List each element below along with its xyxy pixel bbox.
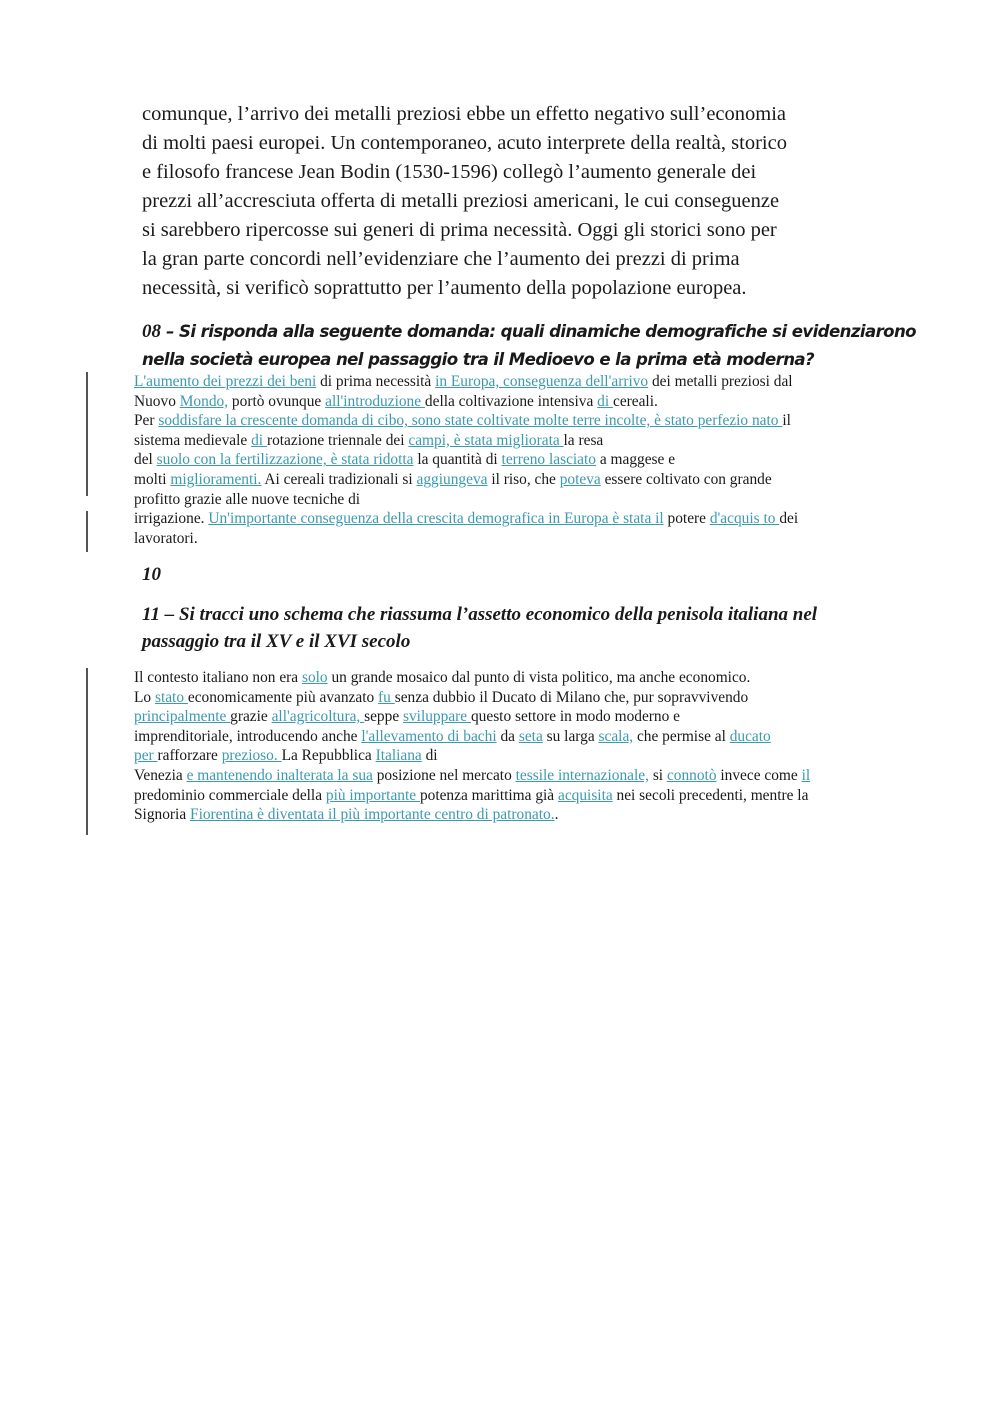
- tracked-change-link[interactable]: principalmente: [134, 708, 231, 726]
- tracked-change-link[interactable]: all'agricoltura,: [271, 708, 365, 726]
- question-number: 11: [142, 604, 160, 625]
- answer-text: economicamente più avanzato: [187, 688, 379, 706]
- answer-text: .: [554, 806, 559, 824]
- answer-text: imprenditoriale, introducendo anche: [134, 727, 362, 745]
- answer-text: grazie: [230, 708, 272, 726]
- intro-line: prezzi all’accresciuta offerta di metalli preziosi americani, le cui conseguenze: [142, 190, 780, 212]
- answer-text: si: [648, 766, 667, 784]
- tracked-change-link[interactable]: Un'importante conseguenza della crescita demografica in Europa è stata il: [208, 510, 664, 528]
- answer-line: [134, 431, 894, 451]
- answer-line: [134, 450, 894, 470]
- answer-text: senza dubbio il Ducato di Milano che, pur sopravvivendo: [394, 688, 749, 706]
- tracked-change-link[interactable]: il: [801, 766, 811, 784]
- answer-text: sistema medievale: [134, 431, 252, 449]
- answer-text: del: [134, 451, 157, 469]
- question-text-line: passaggio tra il XV e il XVI secolo: [142, 631, 411, 652]
- tracked-change-link[interactable]: all'introduzione: [325, 392, 425, 410]
- answer-text: Il contesto italiano non era: [134, 669, 302, 686]
- answer-text: rotazione triennale dei: [266, 431, 409, 449]
- tracked-change-link[interactable]: d'acquis to: [709, 510, 780, 528]
- intro-line: la gran parte concordi nell’evidenziare che l’aumento dei prezzi di prima: [142, 248, 740, 270]
- answer-line: [134, 529, 894, 549]
- answer-text: cereali.: [612, 392, 658, 410]
- answer-text: questo settore in modo moderno e: [470, 708, 680, 726]
- answer-text: potere: [663, 510, 710, 528]
- tracked-change-link[interactable]: di: [251, 431, 267, 449]
- tracked-change-link[interactable]: terreno lasciato: [501, 451, 596, 469]
- intro-paragraph: [142, 100, 842, 303]
- answer-line: [134, 372, 894, 392]
- answer-line: [134, 727, 894, 747]
- answer-line: [134, 668, 894, 688]
- answer-08: [134, 372, 894, 548]
- answer-text: di prima necessità: [316, 373, 436, 390]
- answer-text: lavoratori.: [134, 529, 198, 547]
- tracked-change-link[interactable]: stato: [154, 688, 188, 706]
- answer-text: da: [496, 727, 519, 745]
- tracked-change-link[interactable]: miglioramenti.: [170, 470, 262, 488]
- answer-text: Lo: [134, 688, 155, 706]
- answer-line: [134, 707, 894, 727]
- answer-text: molti: [134, 470, 171, 488]
- intro-line: necessità, si verificò soprattutto per l’aumento della popolazione europea.: [142, 277, 747, 299]
- answer-line: [134, 509, 894, 529]
- question-11: [142, 601, 882, 655]
- intro-line: si sarebbero ripercosse sui generi di prima necessità. Oggi gli storici sono per: [142, 219, 777, 241]
- answer-text: che permise al: [633, 727, 730, 745]
- tracked-change-link[interactable]: soddisfare la crescente domanda di cibo, sono state coltivate molte terre incolte, è stato perfezio nato: [158, 412, 783, 430]
- tracked-change-link[interactable]: di: [597, 392, 613, 410]
- answer-text: Ai cereali tradizionali si: [261, 470, 417, 488]
- answer-text: a maggese e: [595, 451, 676, 469]
- answer-text: irrigazione.: [134, 510, 209, 528]
- answer-text: un grande mosaico dal punto di vista politico, ma anche economico.: [327, 669, 751, 686]
- tracked-change-link[interactable]: più importante: [325, 786, 420, 804]
- intro-line: comunque, l’arrivo dei metalli preziosi ebbe un effetto negativo sull’economia: [142, 103, 787, 125]
- tracked-change-link[interactable]: Fiorentina è diventata il più importante centro di patronato.: [190, 806, 555, 824]
- answer-line: [134, 470, 894, 490]
- tracked-change-link[interactable]: poteva: [559, 470, 601, 488]
- answer-text: Venezia: [134, 766, 187, 784]
- tracked-change-link[interactable]: suolo con la fertilizzazione, è stata ridotta: [156, 451, 414, 469]
- tracked-change-link[interactable]: Mondo,: [179, 392, 229, 410]
- answer-line: [134, 411, 894, 431]
- answer-text: Nuovo: [134, 392, 180, 410]
- answer-text: su larga: [542, 727, 599, 745]
- tracked-change-link[interactable]: l'allevamento di bachi: [361, 727, 497, 745]
- answer-line: [134, 392, 894, 412]
- question-10-number: 10: [142, 564, 161, 585]
- tracked-change-link[interactable]: connotò: [666, 766, 717, 784]
- answer-text: nei secoli precedenti, mentre la: [612, 786, 809, 804]
- answer-text: potenza marittima già: [419, 786, 558, 804]
- answer-text: il riso, che: [487, 470, 560, 488]
- tracked-change-link[interactable]: ducato: [729, 727, 771, 745]
- answer-text: portò ovunque: [228, 392, 326, 410]
- tracked-change-link[interactable]: in Europa, conseguenza dell'arrivo: [435, 373, 649, 390]
- answer-11: [134, 668, 894, 825]
- tracked-change-link[interactable]: e mantenendo inalterata la sua: [186, 766, 373, 784]
- answer-text: predominio commerciale della: [134, 786, 326, 804]
- tracked-change-link[interactable]: Italiana: [375, 747, 422, 765]
- change-bar: [86, 511, 88, 552]
- question-08: [142, 318, 916, 374]
- answer-line: [134, 786, 894, 806]
- tracked-change-link[interactable]: aggiungeva: [416, 470, 488, 488]
- answer-text: il: [782, 412, 791, 430]
- tracked-change-link[interactable]: solo: [301, 669, 328, 686]
- question-text-line: – Si tracci uno schema che riassuma l’assetto economico della penisola italiana nel: [159, 604, 818, 625]
- tracked-change-link[interactable]: L'aumento dei prezzi dei beni: [134, 373, 317, 390]
- answer-text: Signoria: [134, 806, 191, 824]
- tracked-change-link[interactable]: fu: [378, 688, 395, 706]
- tracked-change-link[interactable]: tessile internazionale,: [515, 766, 649, 784]
- question-text-line: – Si risponda alla seguente domanda: quali dinamiche demografiche si evidenziarono: [161, 322, 916, 341]
- tracked-change-link[interactable]: seta: [518, 727, 543, 745]
- answer-line: [134, 490, 894, 510]
- answer-text: seppe: [364, 708, 403, 726]
- tracked-change-link[interactable]: campi, è stata migliorata: [408, 431, 564, 449]
- answer-text: Per: [134, 412, 159, 430]
- answer-text: la quantità di: [413, 451, 502, 469]
- answer-text: dei metalli preziosi dal: [648, 373, 793, 390]
- question-text-line: nella società europea nel passaggio tra il Medioevo e la prima età moderna?: [142, 350, 815, 369]
- change-bar: [86, 372, 88, 496]
- answer-text: La Repubblica: [281, 747, 376, 765]
- question-number: 08: [142, 321, 161, 342]
- answer-text: dei: [779, 510, 799, 528]
- answer-text: rafforzare: [157, 747, 222, 765]
- answer-text: profitto grazie alle nuove tecniche di: [134, 490, 361, 508]
- intro-line: di molti paesi europei. Un contemporaneo, acuto interprete della realtà, storico: [142, 132, 787, 154]
- answer-line: [134, 688, 894, 708]
- answer-text: posizione nel mercato: [372, 766, 516, 784]
- answer-line: [134, 766, 894, 786]
- tracked-change-link[interactable]: acquisita: [557, 786, 613, 804]
- tracked-change-link[interactable]: scala,: [598, 727, 634, 745]
- tracked-change-link[interactable]: sviluppare: [403, 708, 471, 726]
- answer-text: invece come: [716, 766, 802, 784]
- answer-text: di: [421, 747, 438, 765]
- tracked-change-link[interactable]: prezioso.: [221, 747, 282, 765]
- answer-text: la resa: [563, 431, 604, 449]
- answer-text: essere coltivato con grande: [600, 470, 772, 488]
- answer-line: [134, 746, 894, 766]
- tracked-change-link[interactable]: per: [134, 747, 158, 765]
- answer-line: [134, 805, 894, 825]
- change-bar: [86, 668, 88, 835]
- intro-line: e filosofo francese Jean Bodin (1530-1596) collegò l’aumento generale dei: [142, 161, 757, 183]
- answer-text: della coltivazione intensiva: [424, 392, 598, 410]
